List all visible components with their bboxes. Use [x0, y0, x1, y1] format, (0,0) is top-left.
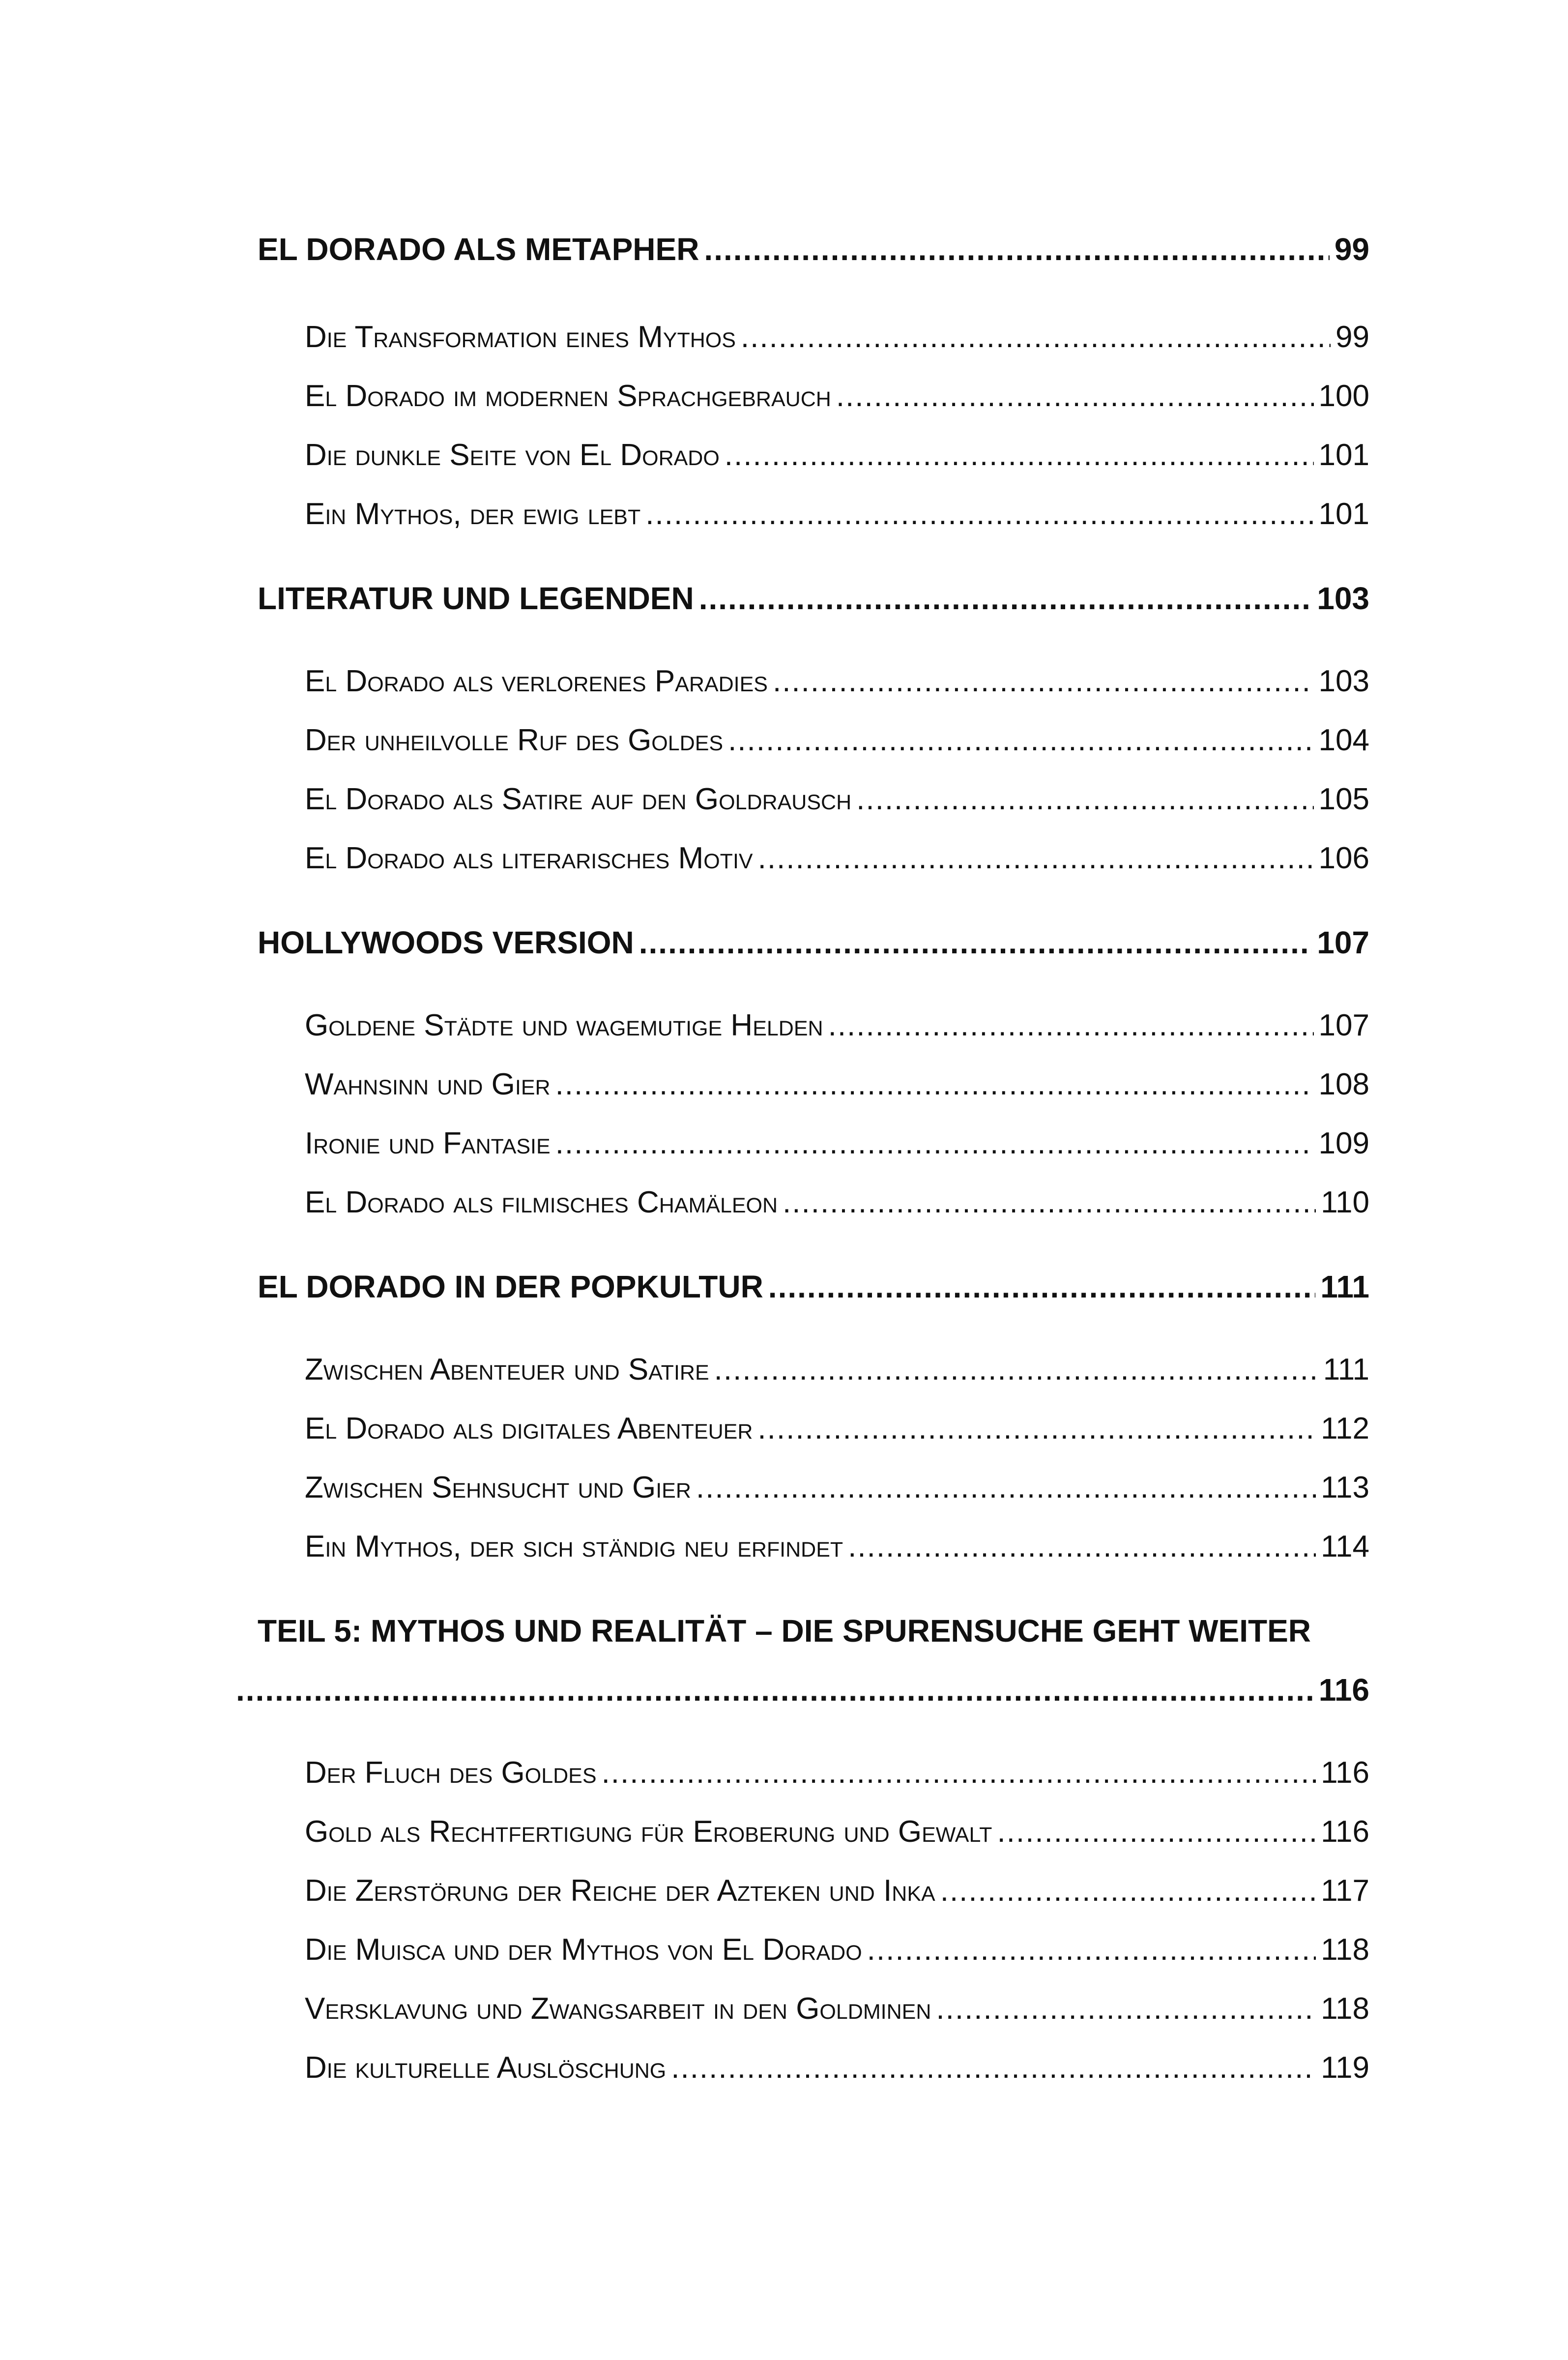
toc-section-title: Die dunkle Seite von El Dorado — [305, 438, 720, 472]
toc-page-number: 112 — [1321, 1412, 1369, 1446]
toc-section — [305, 1991, 1369, 2026]
toc-page-number: 107 — [1317, 925, 1369, 960]
toc-section-title: Ein Mythos, der ewig lebt — [305, 497, 641, 531]
toc-section-title: El Dorado als Satire auf den Goldrausch — [305, 782, 852, 816]
toc-part-title: TEIL 5: MYTHOS UND REALITÄT – DIE SPURENSUCHE GEHT WEITER — [258, 1613, 1311, 1649]
dot-leader — [639, 924, 1312, 961]
toc-page-number: 116 — [1321, 1815, 1369, 1849]
toc-section-title: El Dorado im modernen Sprachgebrauch — [305, 379, 831, 413]
toc-page-number: 105 — [1318, 782, 1369, 816]
toc-section-title: Der Fluch des Goldes — [305, 1756, 597, 1790]
toc-section-title: Wahnsinn und Gier — [305, 1067, 551, 1101]
toc-chapter — [258, 924, 1369, 961]
dot-leader — [555, 1067, 1314, 1102]
toc-section-title: El Dorado als digitales Abenteuer — [305, 1412, 753, 1446]
toc-section — [305, 1755, 1369, 1790]
toc-section — [305, 1529, 1369, 1564]
dot-leader — [671, 2050, 1316, 2085]
toc-page-number: 116 — [1321, 1756, 1369, 1790]
dot-leader — [856, 782, 1313, 817]
dot-leader — [867, 1932, 1316, 1967]
dot-leader — [645, 497, 1313, 531]
toc-section — [305, 664, 1369, 699]
dot-leader — [773, 664, 1314, 699]
toc-section — [305, 497, 1369, 531]
dot-leader — [236, 1672, 1314, 1708]
toc-page-number: 106 — [1318, 841, 1369, 875]
toc-chapter-title: EL DORADO IN DER POPKULTUR — [258, 1269, 763, 1304]
toc-chapter — [258, 231, 1369, 267]
toc-section — [305, 1067, 1369, 1102]
toc-section-title: Gold als Rechtfertigung für Eroberung und Gewalt — [305, 1815, 992, 1849]
dot-leader — [758, 841, 1314, 876]
toc-section — [305, 1126, 1369, 1161]
dot-leader — [696, 1470, 1316, 1505]
toc-page-number: 103 — [1318, 664, 1369, 698]
toc-page-number: 109 — [1318, 1126, 1369, 1160]
toc-chapter — [258, 1268, 1369, 1305]
toc-section-title: Die Muisca und der Mythos von El Dorado — [305, 1933, 862, 1967]
toc-section — [305, 438, 1369, 472]
dot-leader — [602, 1755, 1316, 1790]
toc-page-number: 100 — [1318, 379, 1369, 413]
toc-section-title: Die kulturelle Auslöschung — [305, 2051, 667, 2085]
dot-leader — [828, 1008, 1314, 1043]
toc-section — [305, 1470, 1369, 1505]
toc-page-number: 111 — [1320, 1269, 1369, 1304]
toc-section-title: El Dorado als filmisches Chamäleon — [305, 1185, 778, 1219]
dot-leader — [848, 1529, 1316, 1564]
toc-section-title: Goldene Städte und wagemutige Helden — [305, 1008, 823, 1042]
toc-section-title: El Dorado als literarisches Motiv — [305, 841, 753, 875]
toc-section — [305, 841, 1369, 876]
toc-section-title: Ein Mythos, der sich ständig neu erfindet — [305, 1530, 843, 1564]
toc-section-title: Die Transformation eines Mythos — [305, 320, 736, 354]
toc-page-number: 111 — [1323, 1353, 1369, 1386]
toc-section — [305, 723, 1369, 758]
toc-page-number: 110 — [1321, 1185, 1369, 1219]
dot-leader — [741, 320, 1331, 354]
dot-leader — [714, 1352, 1318, 1387]
toc-page-number: 101 — [1318, 438, 1369, 472]
toc-page-number: 119 — [1321, 2051, 1369, 2085]
toc-page-number: 103 — [1317, 581, 1369, 616]
toc-page-number: 118 — [1321, 1992, 1369, 2026]
toc-page-number: 114 — [1321, 1530, 1369, 1564]
toc-page-number: 107 — [1318, 1008, 1369, 1042]
toc-section — [305, 1873, 1369, 1908]
toc-chapter-title: HOLLYWOODS VERSION — [258, 925, 634, 960]
toc-section — [305, 379, 1369, 413]
toc-section — [305, 320, 1369, 354]
toc-page-number: 104 — [1318, 723, 1369, 757]
dot-leader — [728, 723, 1313, 758]
toc-section — [305, 2050, 1369, 2085]
dot-leader — [704, 231, 1329, 267]
toc-section — [305, 1008, 1369, 1043]
toc-section — [305, 1352, 1369, 1387]
dot-leader — [783, 1185, 1316, 1220]
toc-chapter-title: LITERATUR UND LEGENDEN — [258, 581, 694, 616]
toc-section — [305, 1814, 1369, 1849]
toc-part-leader-line — [236, 1672, 1369, 1708]
toc-section-title: Versklavung und Zwangsarbeit in den Goldminen — [305, 1992, 931, 2026]
toc-section — [305, 1185, 1369, 1220]
toc-page-number: 99 — [1336, 320, 1369, 354]
toc-page-number: 117 — [1321, 1874, 1369, 1908]
toc-page-number: 116 — [1318, 1672, 1369, 1708]
toc-section-title: Zwischen Sehnsucht und Gier — [305, 1471, 691, 1504]
toc-page-number: 99 — [1334, 232, 1369, 267]
toc-section-title: El Dorado als verlorenes Paradies — [305, 664, 768, 698]
toc-section — [305, 1411, 1369, 1446]
toc-section-title: Die Zerstörung der Reiche der Azteken und Inka — [305, 1874, 935, 1908]
toc-section-title: Der unheilvolle Ruf des Goldes — [305, 723, 724, 757]
toc-chapter-title: EL DORADO ALS METAPHER — [258, 232, 699, 267]
toc-page-number: 113 — [1321, 1471, 1369, 1504]
dot-leader — [725, 438, 1314, 472]
dot-leader — [936, 1991, 1316, 2026]
dot-leader — [940, 1873, 1316, 1908]
toc-section-title: Ironie und Fantasie — [305, 1126, 551, 1160]
dot-leader — [757, 1411, 1316, 1446]
dot-leader — [768, 1268, 1316, 1305]
toc-chapter — [258, 580, 1369, 617]
toc-section-title: Zwischen Abenteuer und Satire — [305, 1353, 709, 1386]
toc-page-number: 108 — [1318, 1067, 1369, 1101]
toc-page-number: 101 — [1318, 497, 1369, 531]
dot-leader — [699, 580, 1312, 617]
dot-leader — [836, 379, 1314, 413]
toc-page-number: 118 — [1321, 1933, 1369, 1967]
toc-section — [305, 1932, 1369, 1967]
toc-section — [305, 782, 1369, 817]
dot-leader — [555, 1126, 1314, 1161]
dot-leader — [997, 1814, 1316, 1849]
